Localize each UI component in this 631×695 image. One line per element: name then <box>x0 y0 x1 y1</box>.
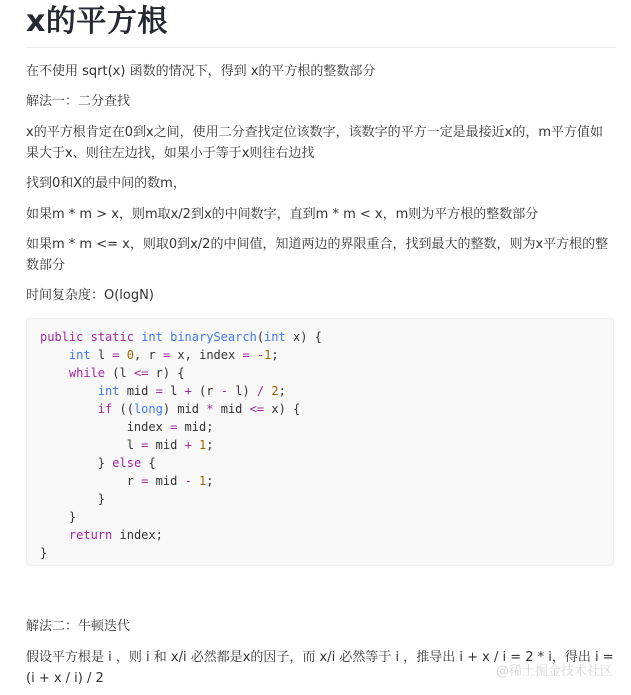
code-block[interactable] <box>26 318 614 566</box>
code-line: } <box>97 492 106 506</box>
code-line: while (l <= r) { <box>68 366 185 380</box>
method2-paragraph-1: 假设平方根是 i ，则 i 和 x/i 必然都是x的因子，而 x/i 必然等于 i ，推导出 i + x / i = 2 * i，得出 i = (i + x / i) / 2 <box>26 650 614 686</box>
code-line: int mid = l + (r - l) / 2; <box>97 384 286 398</box>
code-line: } <box>68 510 77 524</box>
method1-paragraph-4: 如果m * m <= x，则取0到x/2的中间值，知道两边的界限重合，找到最大的整数，则为x平方根的整数部分 <box>26 237 609 273</box>
method1-paragraph-2: 找到0和X的最中间的数m， <box>26 176 186 191</box>
method1-paragraph-3: 如果m * m > x，则m取x/2到x的中间数字，直到m * m < x，m则为平方根的整数部分 <box>26 207 539 222</box>
code-line: public static int binarySearch(int x) { <box>40 330 322 344</box>
method1-complexity: 时间复杂度：O(logN) <box>26 288 154 303</box>
code-line: int l = 0, r = x, index = -1; <box>68 348 279 362</box>
code-line: l = mid + 1; <box>126 438 214 452</box>
method1-heading: 解法一：二分查找 <box>26 94 131 109</box>
title-divider <box>26 47 616 48</box>
code-line: r = mid - 1; <box>126 474 214 488</box>
code-line: } else { <box>97 456 156 470</box>
code-content <box>40 328 322 562</box>
intro-paragraph: 在不使用 sqrt(x) 函数的情况下，得到 x的平方根的整数部分 <box>26 64 376 79</box>
code-line: if ((long) mid * mid <= x) { <box>97 402 301 416</box>
method1-paragraph-1: x的平方根肯定在0到x之间，使用二分查找定位该数字，该数字的平方一定是最接近x的，m平方值如果大于x、则往左边找，如果小于等于x则往右边找 <box>26 125 604 161</box>
method2-heading: 解法二：牛顿迭代 <box>26 619 131 634</box>
article-title: x的平方根 <box>26 4 168 39</box>
code-line: } <box>40 546 48 560</box>
watermark: @稀土掘金技术社区 <box>495 664 613 679</box>
code-line: return index; <box>68 528 163 542</box>
code-line: index = mid; <box>126 420 214 434</box>
